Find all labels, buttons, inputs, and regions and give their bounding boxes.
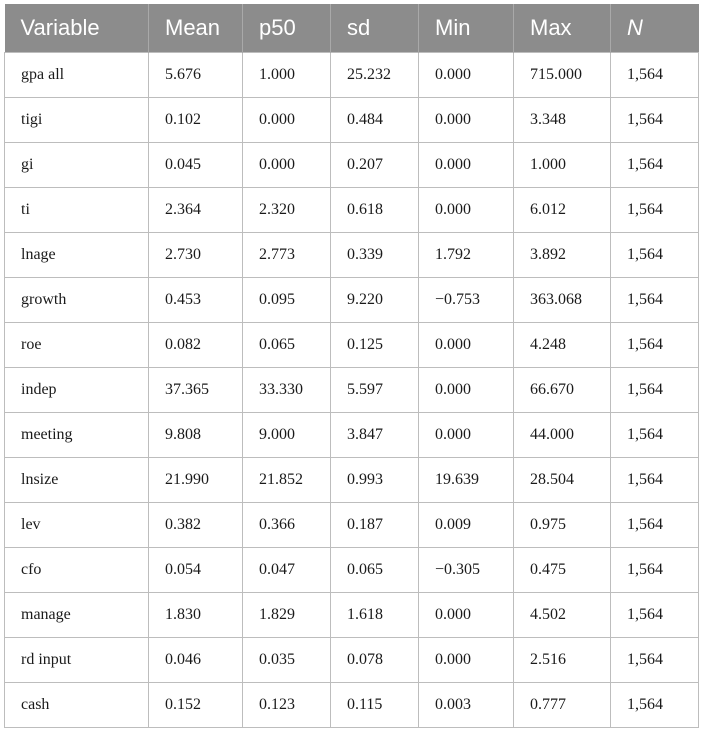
header-row [5,4,699,52]
cell-p50: 2.773 [243,232,331,277]
cell-p50: 0.047 [243,547,331,592]
cell-sd: 0.993 [331,457,419,502]
cell-max: 3.892 [514,232,611,277]
cell-mean: 1.830 [149,592,243,637]
cell-min: 0.000 [419,367,514,412]
cell-n: 1,564 [611,322,699,367]
header-n: N [627,14,643,40]
cell-variable: cash [5,682,149,727]
cell-p50: 2.320 [243,187,331,232]
cell-variable: meeting [5,412,149,457]
cell-p50: 0.095 [243,277,331,322]
cell-max: 363.068 [514,277,611,322]
cell-p50: 0.000 [243,97,331,142]
cell-sd: 9.220 [331,277,419,322]
table-body [5,52,699,727]
cell-mean: 0.152 [149,682,243,727]
cell-variable: lev [5,502,149,547]
cell-mean: 37.365 [149,367,243,412]
cell-min: 0.009 [419,502,514,547]
descriptive-statistics-table [4,4,699,728]
table-row [5,232,699,277]
cell-sd: 0.065 [331,547,419,592]
cell-mean: 0.382 [149,502,243,547]
cell-max: 3.348 [514,97,611,142]
cell-sd: 0.115 [331,682,419,727]
cell-sd: 0.187 [331,502,419,547]
cell-n: 1,564 [611,502,699,547]
cell-p50: 1.000 [243,52,331,97]
header-sd: sd [331,4,419,52]
cell-sd: 0.339 [331,232,419,277]
cell-mean: 2.364 [149,187,243,232]
cell-p50: 1.829 [243,592,331,637]
cell-n: 1,564 [611,547,699,592]
table-row [5,277,699,322]
cell-mean: 2.730 [149,232,243,277]
cell-max: 6.012 [514,187,611,232]
cell-sd: 3.847 [331,412,419,457]
table-row [5,502,699,547]
cell-p50: 0.123 [243,682,331,727]
cell-sd: 25.232 [331,52,419,97]
cell-min: 1.792 [419,232,514,277]
cell-min: −0.305 [419,547,514,592]
table-row [5,637,699,682]
cell-max: 0.777 [514,682,611,727]
cell-max: 66.670 [514,367,611,412]
cell-variable: gpa all [5,52,149,97]
cell-n: 1,564 [611,367,699,412]
header-min: Min [419,4,514,52]
cell-n: 1,564 [611,52,699,97]
table-row [5,142,699,187]
cell-n: 1,564 [611,277,699,322]
cell-max: 715.000 [514,52,611,97]
cell-mean: 0.082 [149,322,243,367]
cell-n: 1,564 [611,142,699,187]
table-row [5,457,699,502]
header-max: Max [514,4,611,52]
cell-sd: 0.618 [331,187,419,232]
cell-variable: ti [5,187,149,232]
cell-max: 44.000 [514,412,611,457]
cell-mean: 0.045 [149,142,243,187]
cell-max: 2.516 [514,637,611,682]
header-mean: Mean [149,4,243,52]
cell-mean: 0.054 [149,547,243,592]
cell-n: 1,564 [611,412,699,457]
cell-p50: 0.366 [243,502,331,547]
cell-variable: indep [5,367,149,412]
cell-max: 1.000 [514,142,611,187]
cell-sd: 1.618 [331,592,419,637]
cell-mean: 0.453 [149,277,243,322]
cell-min: −0.753 [419,277,514,322]
cell-variable: tigi [5,97,149,142]
cell-sd: 0.207 [331,142,419,187]
cell-min: 0.000 [419,97,514,142]
cell-mean: 5.676 [149,52,243,97]
cell-n: 1,564 [611,187,699,232]
table-header [5,4,699,52]
cell-sd: 0.078 [331,637,419,682]
cell-max: 28.504 [514,457,611,502]
cell-n: 1,564 [611,232,699,277]
table-row [5,412,699,457]
cell-min: 0.000 [419,322,514,367]
cell-mean: 9.808 [149,412,243,457]
cell-max: 4.248 [514,322,611,367]
cell-n: 1,564 [611,97,699,142]
cell-variable: lnsize [5,457,149,502]
cell-n: 1,564 [611,682,699,727]
cell-variable: gi [5,142,149,187]
cell-variable: lnage [5,232,149,277]
cell-max: 4.502 [514,592,611,637]
cell-p50: 0.000 [243,142,331,187]
cell-p50: 21.852 [243,457,331,502]
cell-max: 0.975 [514,502,611,547]
cell-mean: 0.046 [149,637,243,682]
cell-mean: 21.990 [149,457,243,502]
cell-max: 0.475 [514,547,611,592]
cell-sd: 5.597 [331,367,419,412]
header-p50: p50 [243,4,331,52]
cell-min: 0.000 [419,142,514,187]
cell-n: 1,564 [611,457,699,502]
cell-sd: 0.484 [331,97,419,142]
cell-variable: growth [5,277,149,322]
cell-min: 19.639 [419,457,514,502]
cell-min: 0.000 [419,187,514,232]
cell-min: 0.000 [419,637,514,682]
cell-min: 0.000 [419,52,514,97]
table-row [5,97,699,142]
cell-mean: 0.102 [149,97,243,142]
cell-p50: 0.035 [243,637,331,682]
table-row [5,682,699,727]
table-row [5,322,699,367]
table-row [5,592,699,637]
cell-min: 0.000 [419,412,514,457]
cell-sd: 0.125 [331,322,419,367]
cell-min: 0.000 [419,592,514,637]
cell-p50: 9.000 [243,412,331,457]
cell-variable: cfo [5,547,149,592]
cell-n: 1,564 [611,592,699,637]
table-row [5,187,699,232]
cell-p50: 0.065 [243,322,331,367]
table-row [5,52,699,97]
table-row [5,547,699,592]
cell-n: 1,564 [611,637,699,682]
cell-p50: 33.330 [243,367,331,412]
cell-variable: roe [5,322,149,367]
cell-variable: manage [5,592,149,637]
cell-variable: rd input [5,637,149,682]
header-variable: Variable [5,4,149,52]
cell-min: 0.003 [419,682,514,727]
table-row [5,367,699,412]
